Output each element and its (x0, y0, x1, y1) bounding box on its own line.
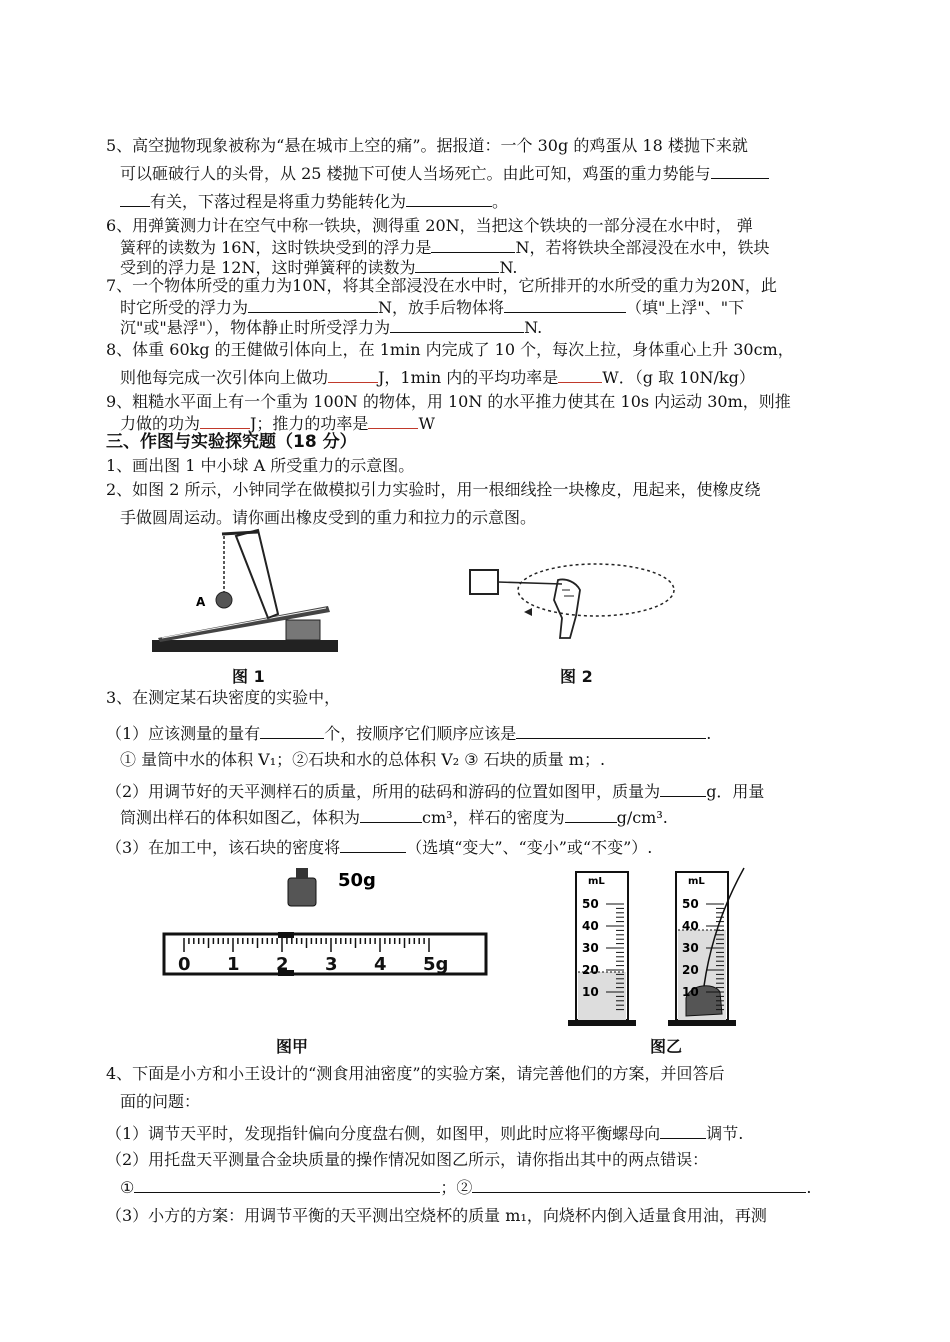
cylinder-tick-label: 40 (582, 919, 599, 933)
p4-blank-3[interactable] (472, 1176, 806, 1193)
figure-2-caption: 图 2 (560, 667, 593, 686)
q9-line1: 9、粗糙水平面上有一个重为 100N 的物体，用 10N 的水平推力使其在 10s 内运动 30m，则推 (106, 392, 791, 411)
figure-b-cylinders (564, 864, 754, 1034)
weight-label: 50g (338, 870, 376, 891)
q6-line2: 簧秤的读数为 16N，这时铁块受到的浮力是 N，若将铁块全部浸没在水中，铁块 (120, 238, 770, 257)
p4-blank-1[interactable] (660, 1122, 706, 1139)
beam-tick-label: 4 (374, 954, 387, 975)
cylinder-tick-label: 50 (682, 897, 699, 911)
p3-blank-3[interactable] (660, 780, 706, 797)
p4-line4: （2）用托盘天平测量合金块质量的操作情况如图乙所示，请你指出其中的两点错误： (106, 1150, 709, 1169)
figure-a-balance (160, 862, 490, 982)
q5-line2: 可以砸破行人的头骨，从 25 楼抛下可使人当场死亡。由此可知，鸡蛋的重力势能与 (120, 162, 769, 184)
q8-blank-2[interactable] (558, 366, 602, 383)
q8-blank-1[interactable] (328, 366, 378, 383)
p4-line2: 面的问题： (120, 1092, 201, 1111)
q5-blank-2[interactable] (406, 190, 492, 207)
figure-2-circular-motion (466, 560, 678, 660)
cylinder-tick-label: 50 (582, 897, 599, 911)
q7-line2: 时它所受的浮力为 N，放手后物体将 （填"上浮"、"下 (120, 298, 745, 317)
beam-tick-label: 1 (227, 954, 240, 975)
q7-blank-2[interactable] (504, 296, 626, 313)
figure-b-caption: 图乙 (650, 1037, 683, 1056)
q8-line1: 8、体重 60kg 的王健做引体向上，在 1min 内完成了 10 个，每次上拉，身体重心上升 30cm， (106, 340, 794, 359)
q6-line3: 受到的浮力是 12N，这时弹簧秤的读数为 N. (120, 258, 518, 277)
cylinder-tick-label: 30 (682, 941, 699, 955)
figure-1-label-a: A (196, 595, 206, 609)
q5-line3: 有关，下落过程是将重力势能转化为 。 (120, 190, 508, 212)
p3-line0: 3、在测定某石块密度的实验中， (106, 688, 341, 707)
q5-blank-1-cont[interactable] (120, 190, 150, 207)
cyl-right-unit: mL (688, 876, 705, 887)
q5-line1: 5、高空抛物现象被称为“悬在城市上空的痛”。据报道：一个 30g 的鸡蛋从 18 楼抛下来就 (106, 136, 748, 155)
p3-blank-4[interactable] (360, 806, 422, 823)
q9-line2: 力做的功为 J；推力的功率是 W (120, 414, 435, 433)
q9-blank-1[interactable] (200, 412, 250, 429)
cylinder-tick-label: 30 (582, 941, 599, 955)
p3-line1: （1）应该测量的量有 个，按顺序它们顺序应该是 . (106, 724, 712, 743)
q6-blank-1[interactable] (431, 236, 515, 253)
p3-blank-6[interactable] (340, 836, 406, 853)
cylinder-tick-label: 10 (682, 985, 699, 999)
p3-line3: （2）用调节好的天平测样石的质量，所用的砝码和游码的位置如图甲，质量为 g．用量 (106, 782, 765, 801)
p3-blank-2[interactable] (516, 722, 706, 739)
figure-1-caption: 图 1 (232, 667, 265, 686)
section-3-heading: 三、作图与实验探究题（18 分） (106, 432, 357, 452)
q8-line2: 则他每完成一次引体向上做功 J，1min 内的平均功率是 W．（g 取 10N/kg） (120, 368, 755, 387)
beam-tick-label: 2 (276, 954, 289, 975)
beam-tick-label: 0 (178, 954, 191, 975)
p3-blank-1[interactable] (260, 722, 324, 739)
q7-line1: 7、一个物体所受的重力为10N，将其全部浸没在水中时，它所排开的水所受的重力为20N，此 (106, 276, 777, 295)
p4-line6: （3）小方的方案：用调节平衡的天平测出空烧杯的质量 m₁，向烧杯内倒入适量食用油，再测 (106, 1206, 767, 1225)
q5-blank-1[interactable] (711, 162, 769, 179)
figure-1-inclined-plane (150, 528, 340, 653)
p2-line1: 2、如图 2 所示，小钟同学在做模拟引力实验时，用一根细线拴一块橡皮，甩起来，使橡皮绕 (106, 480, 761, 499)
p1-text: 1、画出图 1 中小球 A 所受重力的示意图。 (106, 456, 415, 475)
p4-line5: ① ；② . (120, 1178, 812, 1197)
q9-blank-2[interactable] (368, 412, 418, 429)
p3-line2: ① 量筒中水的体积 V₁；②石块和水的总体积 V₂ ③ 石块的质量 m；. (120, 750, 606, 769)
cylinder-tick-label: 10 (582, 985, 599, 999)
p3-blank-5[interactable] (565, 806, 617, 823)
cyl-left-unit: mL (588, 876, 605, 887)
beam-tick-label: 3 (325, 954, 338, 975)
p3-line4: 筒测出样石的体积如图乙，体积为 cm³，样石的密度为 g/cm³. (120, 808, 668, 827)
q6-line1: 6、用弹簧测力计在空气中称一铁块，测得重 20N，当把这个铁块的一部分浸在水中时， 弹 (106, 216, 753, 235)
cylinder-tick-label: 20 (582, 963, 599, 977)
cylinder-tick-label: 40 (682, 919, 699, 933)
q6-blank-2[interactable] (415, 256, 499, 273)
q7-line3: 沉"或"悬浮"），物体静止时所受浮力为 N. (120, 318, 543, 337)
cylinder-tick-label: 20 (682, 963, 699, 977)
p2-line2: 手做圆周运动。请你画出橡皮受到的重力和拉力的示意图。 (120, 508, 537, 527)
figure-a-caption: 图甲 (276, 1037, 309, 1056)
p4-blank-2[interactable] (134, 1176, 440, 1193)
p4-line3: （1）调节天平时，发现指针偏向分度盘右侧，如图甲，则此时应将平衡螺母向 调节. (106, 1124, 744, 1143)
q7-blank-1[interactable] (248, 296, 378, 313)
q7-blank-3[interactable] (390, 316, 524, 333)
beam-tick-label: 5g (423, 954, 449, 975)
p3-line5: （3）在加工中，该石块的密度将 （选填“变大”、“变小”或“不变”）. (106, 838, 653, 857)
p4-line1: 4、下面是小方和小王设计的“测食用油密度”的实验方案，请完善他们的方案，并回答后 (106, 1064, 725, 1083)
